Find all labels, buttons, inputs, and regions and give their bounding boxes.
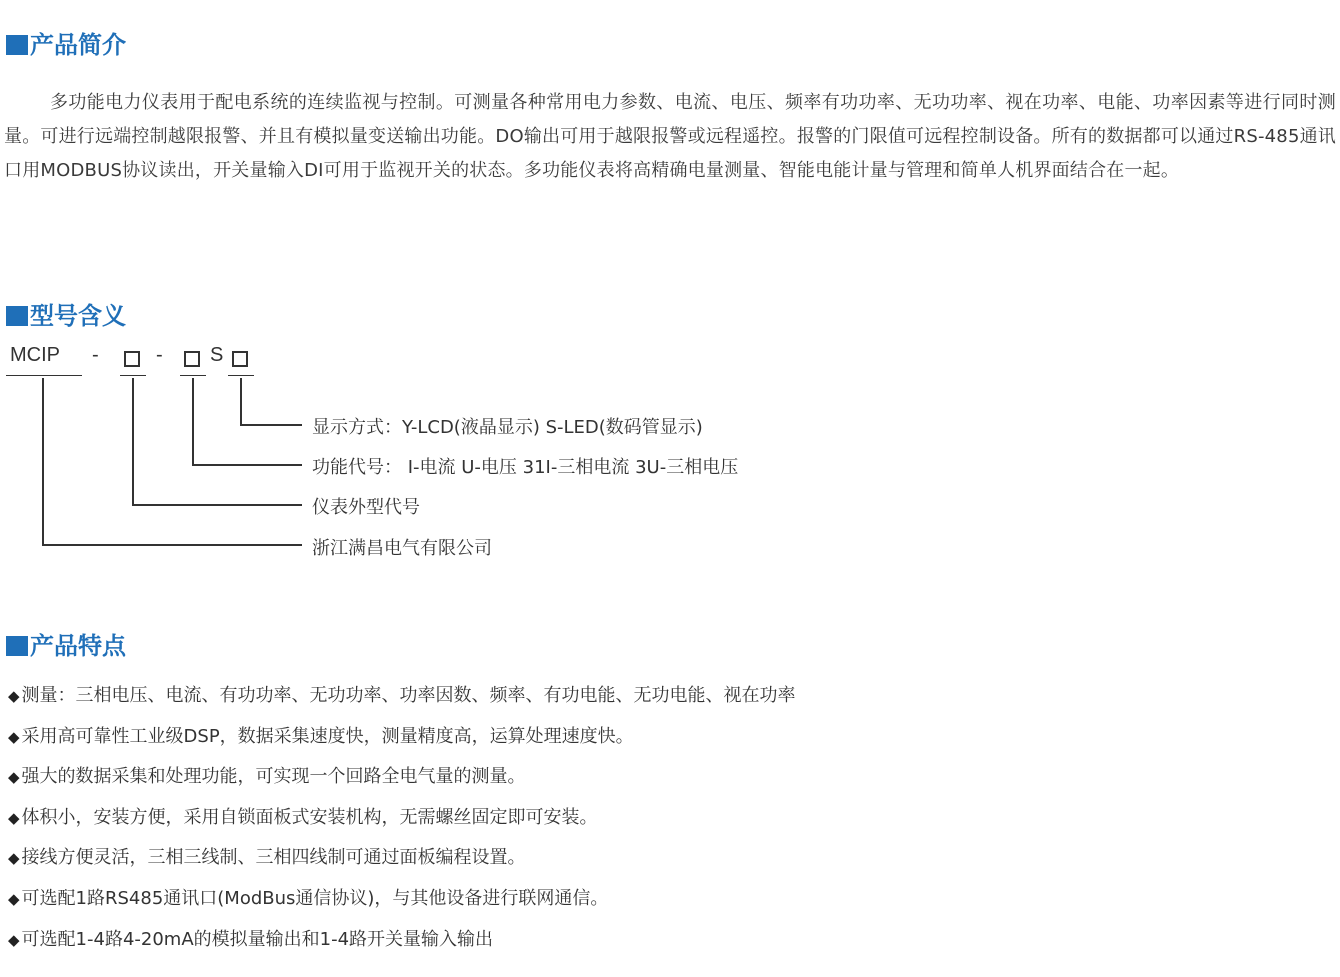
legend-display-mode: 显示方式：Y-LCD(液晶显示) S-LED(数码管显示): [312, 417, 703, 438]
feature-text: 可选配1路RS485通讯口(ModBus通信协议)，与其他设备进行联网通信。: [21, 887, 609, 909]
section-title-features-label: 产品特点: [30, 632, 126, 660]
list-item: [8, 717, 796, 758]
model-box-underline: [180, 375, 206, 376]
model-dash: -: [92, 344, 99, 366]
list-item: [8, 798, 796, 839]
model-code-underline: [6, 375, 82, 376]
square-icon: [6, 35, 28, 55]
list-item: [8, 838, 796, 879]
connector-company-h: [42, 544, 302, 546]
model-code: MCIP: [10, 344, 60, 366]
model-box-underline: [120, 375, 146, 376]
feature-text: 体积小，安装方便，采用自锁面板式安装机构，无需螺丝固定即可安装。: [21, 806, 598, 828]
model-box-shape: [124, 351, 140, 367]
connector-shape-v: [132, 378, 134, 506]
diamond-bullet-icon: ◆: [8, 687, 20, 705]
diamond-bullet-icon: ◆: [8, 889, 20, 908]
list-item: [8, 757, 796, 798]
section-title-features: [6, 631, 126, 661]
connector-function-v: [192, 378, 194, 466]
model-suffix-letter: S: [210, 344, 224, 366]
diamond-bullet-icon: ◆: [8, 727, 20, 746]
section-title-model: [6, 301, 126, 331]
section-title-intro: [6, 30, 126, 60]
model-dash: -: [156, 344, 163, 366]
intro-paragraph: 多功能电力仪表用于配电系统的连续监视与控制。可测量各种常用电力参数、电流、电压、频率有功功率、无功功率、视在功率、电能、功率因素等进行同时测量。可进行远端控制越限报警、并且有模拟量变送输出功能。DO输出可用于越限报警或远程遥控。报警的门限值可远程控制设备。所有的数据都可以通过RS-485通讯口用MODBUS协议读出，开关量输入DI可用于监视开关的状态。多功能仪表将高精确电量测量、智能电能计量与管理和简单人机界面结合在一起。: [4, 92, 1337, 181]
feature-list: [8, 676, 796, 960]
section-title-model-label: 型号含义: [30, 302, 126, 330]
connector-company-v: [42, 378, 44, 546]
feature-text: 测量：三相电压、电流、有功功率、无功功率、功率因数、频率、有功电能、无功电能、视在功率: [21, 685, 796, 706]
connector-display-v: [240, 378, 242, 426]
diamond-bullet-icon: ◆: [8, 808, 20, 827]
connector-shape-h: [132, 504, 302, 506]
diamond-bullet-icon: ◆: [8, 930, 20, 949]
legend-function-code: 功能代号： I-电流 U-电压 31I-三相电流 3U-三相电压: [312, 457, 739, 478]
legend-shape-code: 仪表外型代号: [312, 497, 420, 518]
feature-text: 接线方便灵活，三相三线制、三相四线制可通过面板编程设置。: [21, 847, 526, 869]
model-box-display: [232, 351, 248, 367]
legend-company: 浙江满昌电气有限公司: [312, 538, 492, 559]
list-item: [8, 879, 796, 920]
feature-text: 采用高可靠性工业级DSP，数据采集速度快，测量精度高，运算处理速度快。: [21, 725, 634, 747]
connector-function-h: [192, 464, 302, 466]
list-item: [8, 676, 796, 717]
model-box-function: [184, 351, 200, 367]
connector-display-h: [240, 424, 302, 426]
model-box-underline: [228, 375, 254, 376]
feature-text: 可选配1-4路4-20mA的模拟量输出和1-4路开关量输入输出: [21, 928, 494, 950]
section-title-intro-label: 产品简介: [30, 31, 126, 59]
square-icon: [6, 306, 28, 326]
square-icon: [6, 636, 28, 656]
feature-text: 强大的数据采集和处理功能，可实现一个回路全电气量的测量。: [21, 766, 526, 788]
list-item: [8, 920, 796, 961]
diamond-bullet-icon: ◆: [8, 768, 20, 787]
diamond-bullet-icon: ◆: [8, 849, 20, 868]
